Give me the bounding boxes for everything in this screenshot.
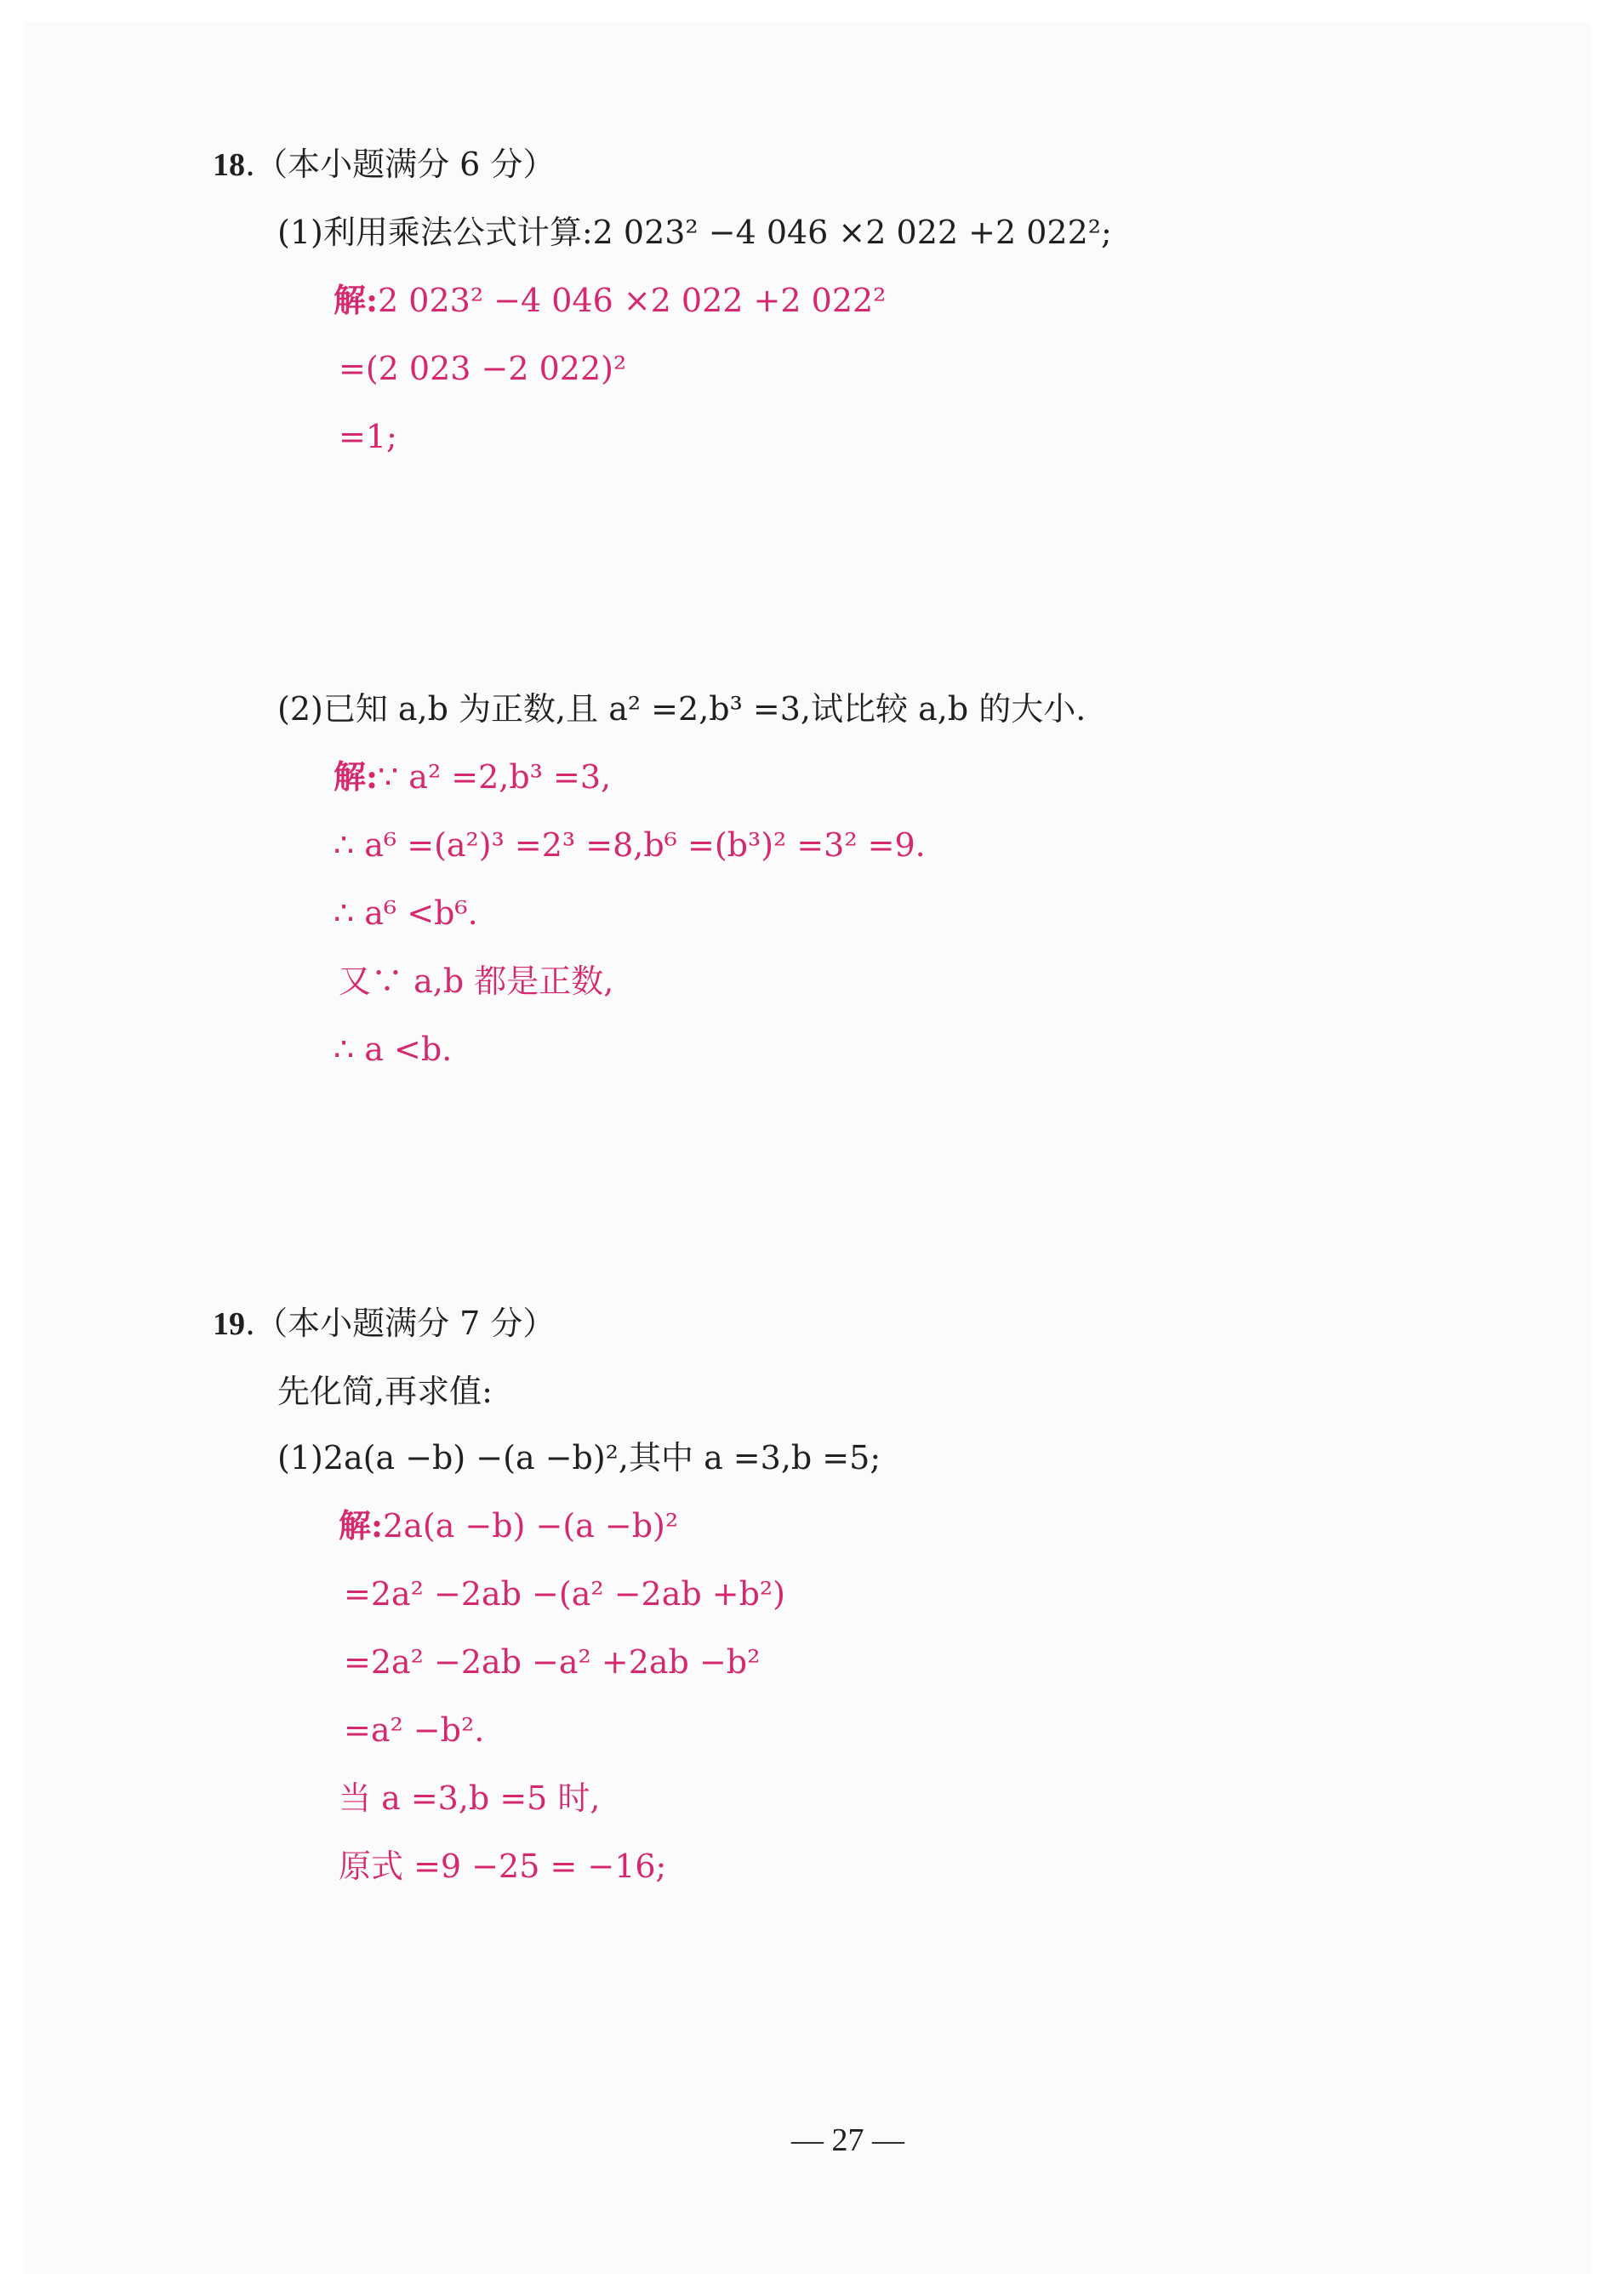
q18-header: .（本小题满分 6 分）	[245, 146, 556, 183]
solution-text: 2a(a −b) −(a −b)²	[383, 1507, 679, 1545]
q19-part1-solution-line-4: =a² −b².	[344, 1711, 485, 1749]
page-number: — 27 —	[791, 2122, 904, 2158]
q18-part2-solution-line-3: ∴ a⁶ <b⁶.	[334, 894, 478, 932]
q19-part1-prompt: (1)2a(a −b) −(a −b)²,其中 a =3,b =5;	[277, 1439, 881, 1476]
q18-part1-prompt: (1)利用乘法公式计算:2 023² −4 046 ×2 022 +2 022²;	[277, 214, 1112, 251]
q19-header: .（本小题满分 7 分）	[245, 1305, 556, 1342]
q19-part1-solution-line-3: =2a² −2ab −a² +2ab −b²	[344, 1643, 761, 1681]
q19-number: 19	[213, 1306, 245, 1342]
q19-part1-solution-line-6: 原式 =9 −25 = −16;	[339, 1848, 667, 1885]
q18-part2-solution-line-4: 又∵ a,b 都是正数,	[339, 962, 614, 1000]
solution-text: 2 023² −4 046 ×2 022 +2 022²	[378, 282, 887, 319]
q18-number: 18	[213, 147, 245, 183]
solution-label: 解:	[339, 1506, 384, 1545]
solution-text: ∵ a² =2,b³ =3,	[378, 758, 612, 796]
q18-part2-solution-line-5: ∴ a <b.	[334, 1031, 453, 1068]
solution-label: 解:	[334, 281, 379, 319]
q19-part1-solution-line-2: =2a² −2ab −(a² −2ab +b²)	[344, 1575, 785, 1613]
q18-part1-solution-line-1	[334, 279, 886, 322]
q18-part2-solution-line-1	[334, 756, 611, 798]
q18-heading	[213, 143, 555, 186]
q19-part1-solution-line-5: 当 a =3,b =5 时,	[339, 1779, 601, 1817]
q18-part1-solution-line-2: =(2 023 −2 022)²	[339, 350, 627, 387]
q19-part1-solution-line-1	[339, 1505, 678, 1547]
solution-label: 解:	[334, 757, 379, 796]
document-page	[24, 22, 1591, 2274]
q19-intro: 先化简,再求值:	[277, 1373, 493, 1410]
q18-part2-prompt: (2)已知 a,b 为正数,且 a² =2,b³ =3,试比较 a,b 的大小.	[277, 690, 1086, 728]
q18-part2-solution-line-2: ∴ a⁶ =(a²)³ =2³ =8,b⁶ =(b³)² =3² =9.	[334, 826, 926, 864]
q19-heading	[213, 1302, 555, 1345]
q18-part1-solution-line-3: =1;	[339, 418, 397, 455]
